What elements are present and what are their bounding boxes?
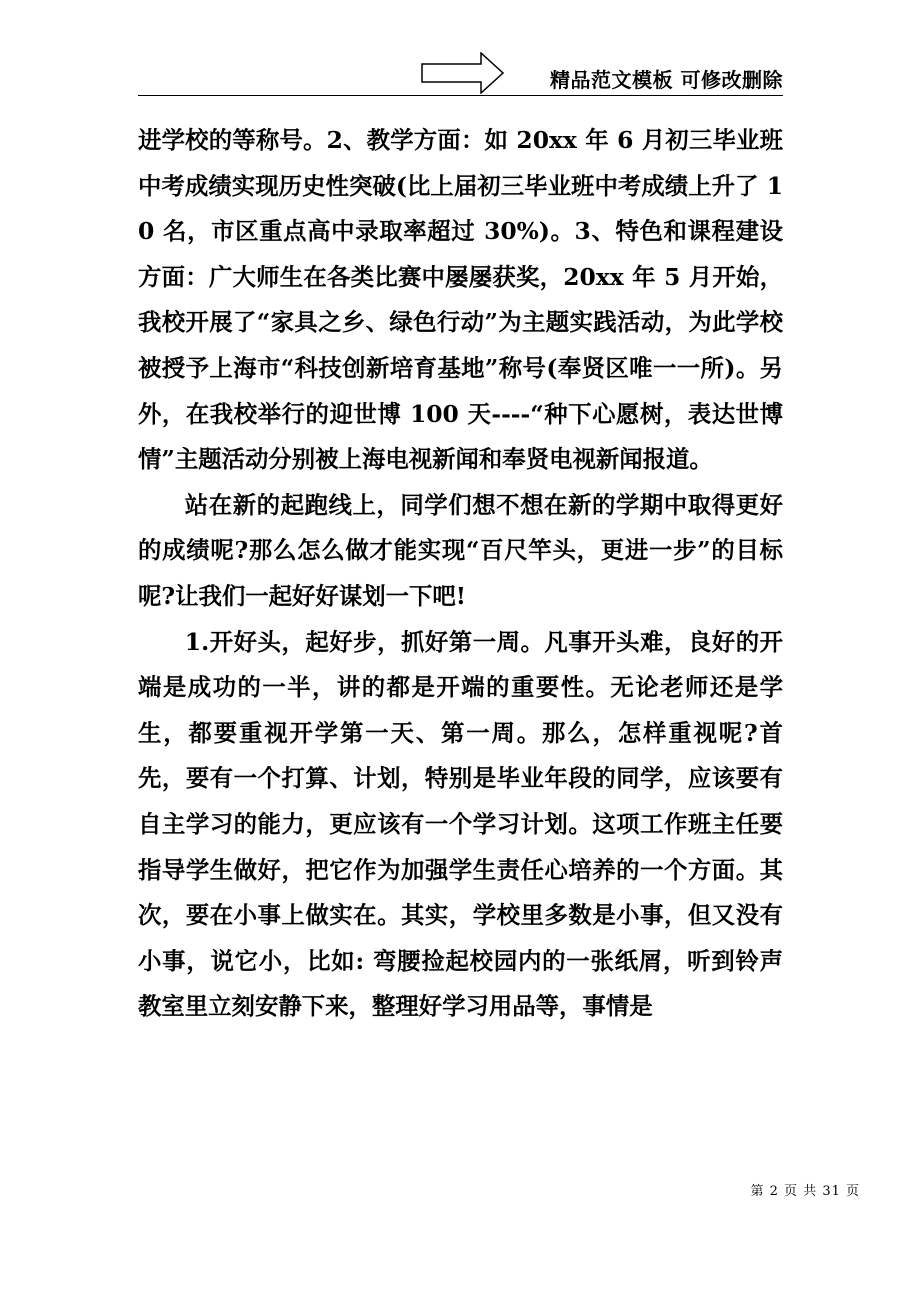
document-body (138, 118, 783, 1030)
paragraph: 1.开好头，起好步，抓好第一周。凡事开头难，良好的开端是成功的一半，讲的都是开端的重要性。无论老师还是学生，都要重视开学第一天、第一周。那么，怎样重视呢?首先，要有一个打算、计划，特别是毕业年段的同学，应该要有自主学习的能力，更应该有一个学习计划。这项工作班主任要指导学生做好，把它作为加强学生责任心培养的一个方面。其次，要在小事上做实在。其实，学校里多数是小事，但又没有小事，说它小，比如: 弯腰捡起校园内的一张纸屑，听到铃声教室里立刻安静下来，整理好学习用品等，事情是 (138, 627, 783, 1021)
page-header (138, 48, 783, 96)
page-number: 第 2 页 共 31 页 (750, 1184, 860, 1199)
header-title: 精品范文模板 可修改删除 (550, 68, 783, 92)
paragraph: 站在新的起跑线上，同学们想不想在新的学期中取得更好的成绩呢?那么怎么做才能实现“百尺竿头，更进一步”的目标呢?让我们一起好好谋划一下吧! (138, 490, 783, 610)
header-rule (138, 95, 783, 96)
arrow-right-icon (421, 52, 505, 94)
paragraph: 进学校的等称号。2、教学方面：如 20xx 年 6 月初三毕业班中考成绩实现历史性突破(比上届初三毕业班中考成绩上升了 10 名，市区重点高中录取率超过 30%)。3、特色和课程建设方面：广大师生在各类比赛中屡屡获奖，20xx 年 5 月开始，我校开展了“家具之乡、绿色行动”为主题实践活动，为此学校被授予上海市“科技创新培育基地”称号(奉贤区唯一一所)。另外，在我校举行的迎世博 100 天----“种下心愿树，表达世博情”主题活动分别被上海电视新闻和奉贤电视新闻报道。 (138, 126, 783, 474)
